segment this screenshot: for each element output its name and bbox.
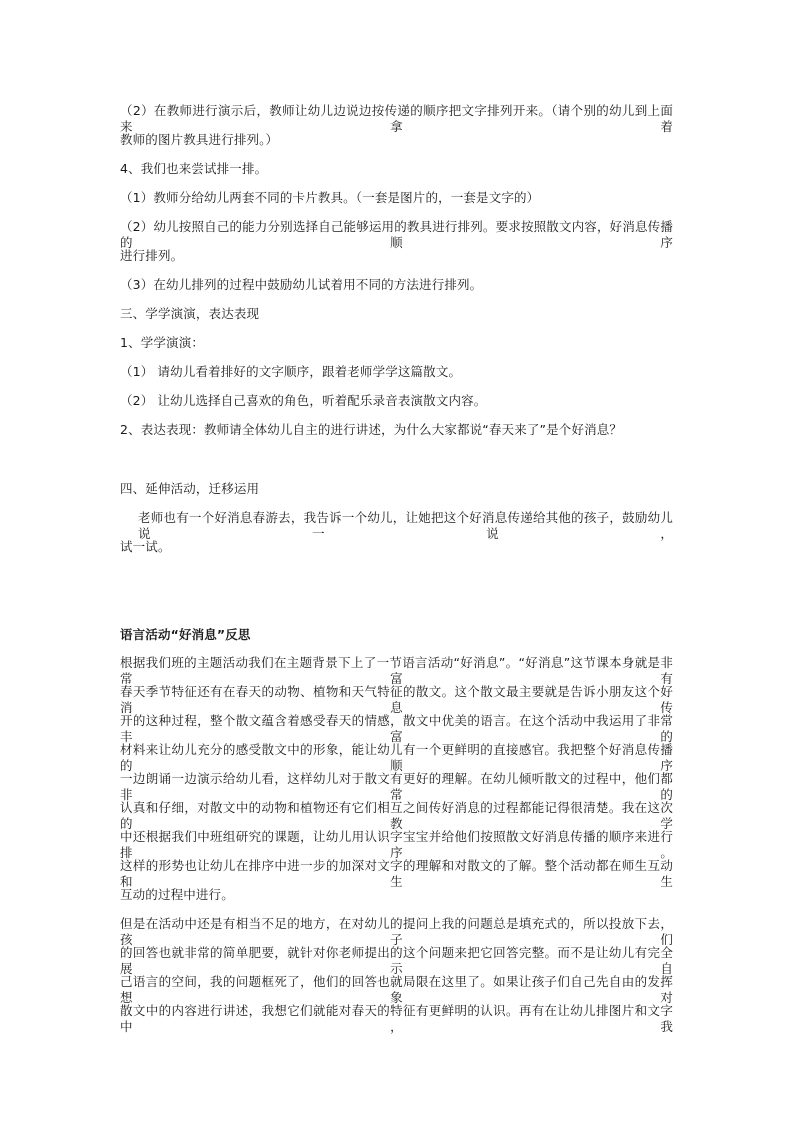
paragraph-line: 春天季节特征还有在春天的动物、植物和天气特征的散文。这个散文最主要就是告诉小朋友这个好消息传: [120, 684, 673, 715]
paragraph-line: 试一试。: [120, 539, 171, 554]
section-heading: 四、延伸活动，迁移运用: [120, 481, 260, 496]
list-item: （3）在幼儿排列的过程中鼓励幼儿试着用不同的方法进行排列。: [120, 277, 483, 292]
paragraph-line: 教师的图片教具进行排列。）: [120, 132, 279, 147]
paragraph-line: 认真和仔细，对散文中的动物和植物还有它们相互之间传好消息的过程都能记得很清楚。我在这次的教学: [120, 800, 673, 831]
reflection-title: 语言活动“好消息”反思: [120, 627, 251, 642]
paragraph-line: 散文中的内容进行讲述，我想它们就能对春天的特征有更鲜明的认识。再有在让幼儿排图片和文字中，我: [120, 1003, 673, 1034]
list-item: （2） 让幼儿选择自己喜欢的角色，听着配乐录音表演散文内容。: [120, 393, 487, 408]
paragraph-line: 老师也有一个好消息春游去，我告诉一个幼儿，让她把这个好消息传递给其他的孩子，鼓励幼儿说一说，: [138, 510, 673, 541]
paragraph-line: 但是在活动中还是有相当不足的地方，在对幼儿的提问上我的问题总是填充式的，所以投放下去，孩子们: [120, 916, 673, 947]
paragraph-line: 己语言的空间，我的问题框死了，他们的回答也就局限在这里了。如果让孩子们自己先自由的发挥想象对: [120, 974, 673, 1005]
sub-heading: 1、学学演演：: [120, 335, 205, 350]
paragraph-line: 这样的形势也让幼儿在排序中进一步的加深对文字的理解和对散文的了解。整个活动都在师生互动和生生: [120, 858, 673, 889]
paragraph-line: 中还根据我们中班组研究的课题，让幼儿用认识字宝宝并给他们按照散文好消息传播的顺序来进行排序。: [120, 829, 673, 860]
list-item: （2）幼儿按照自己的能力分别选择自己能够运用的教具进行排列。要求按照散文内容，好消息传播的顺序: [120, 219, 673, 250]
paragraph-line: 的回答也就非常的简单肥要，就针对你老师提出的这个问题来把它回答完整。而不是让幼儿有完全展示自: [120, 945, 673, 976]
list-item: 4、我们也来尝试排一排。: [120, 161, 268, 176]
list-item: （1）教师分给幼儿两套不同的卡片教具。（一套是图片的，一套是文字的）: [120, 190, 540, 205]
paragraph-line: 一边朗诵一边演示给幼儿看，这样幼儿对于散文有更好的理解。在幼儿倾听散文的过程中，他们都非常的: [120, 771, 673, 802]
section-heading: 三、学学演演，表达表现: [120, 306, 260, 321]
paragraph-line: 开的这种过程，整个散文蕴含着感受春天的情感，散文中优美的语言。在这个活动中我运用了非常丰富的: [120, 713, 673, 744]
list-item: （1） 请幼儿看着排好的文字顺序，跟着老师学学这篇散文。: [120, 364, 462, 379]
list-item: 2、表达表现：教师请全体幼儿自主的进行讲述，为什么大家都说“春天来了”是个好消息？: [120, 422, 623, 437]
paragraph-line: 根据我们班的主题活动我们在主题背景下上了一节语言活动“好消息”。“好消息”这节课本身就是非常富有: [120, 655, 673, 686]
paragraph-line: 互动的过程中进行。: [120, 887, 234, 902]
paragraph-line: 材料来让幼儿充分的感受散文中的形象，能让幼儿有一个更鲜明的直接感官。我把整个好消息传播的顺序: [120, 742, 673, 773]
paragraph-line: 进行排列。: [120, 248, 184, 263]
paragraph-line: （2）在教师进行演示后，教师让幼儿边说边按传递的顺序把文字排列开来。（请个别的幼儿到上面来拿着: [120, 103, 673, 134]
